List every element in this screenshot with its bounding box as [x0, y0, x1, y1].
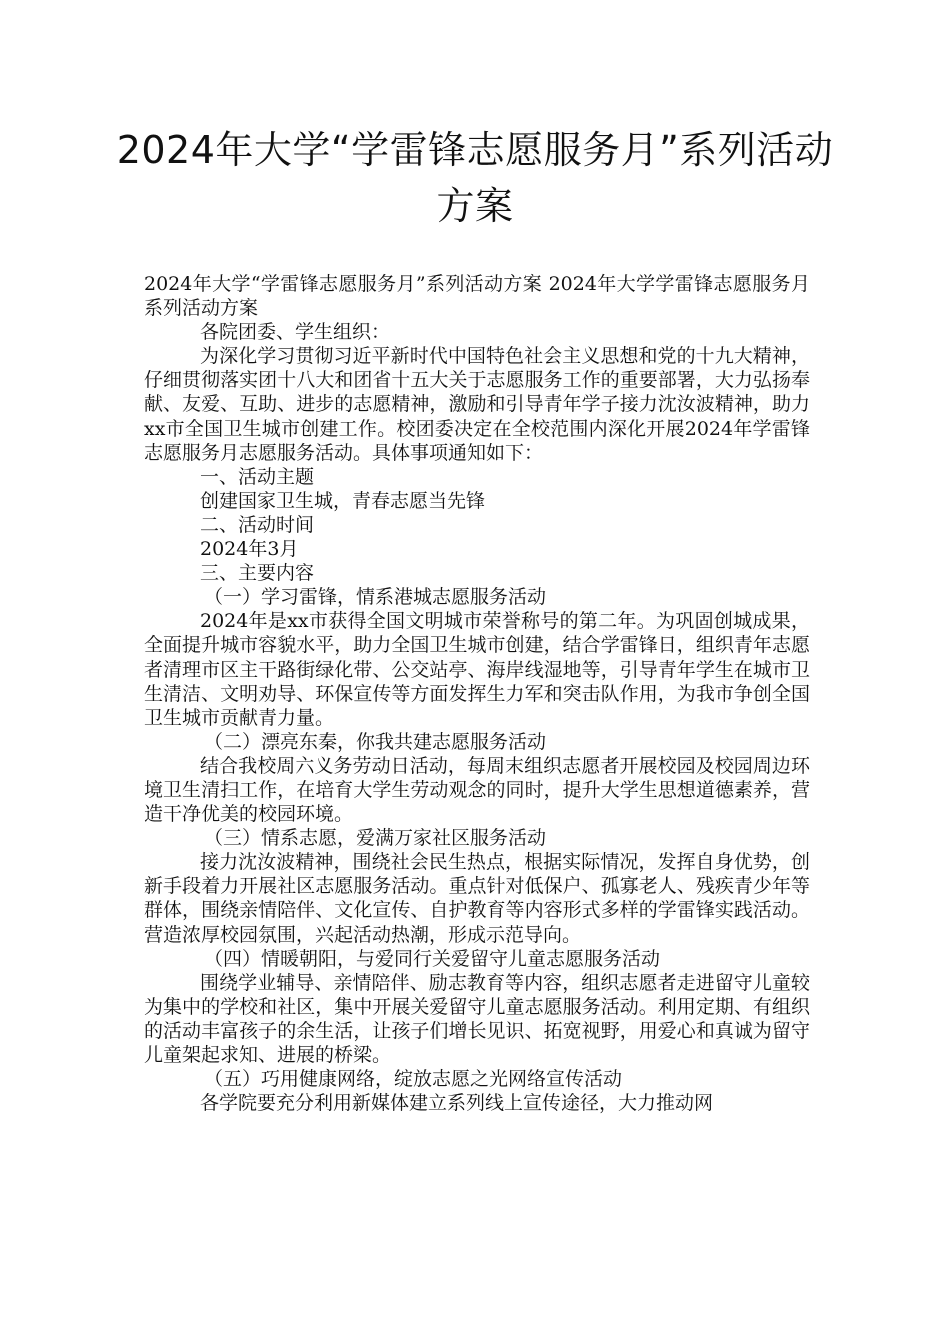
time-text: 2024年3月: [200, 538, 299, 561]
intro-paragraph: 2024年大学“学雷锋志愿服务月”系列活动方案 2024年大学学雷锋志愿服务月系列活动方案: [144, 273, 810, 320]
subsection-paragraph-1: 2024年是xx市获得全国文明城市荣誉称号的第二年。为巩固创城成果，全面提升城市容貌水平，助力全国卫生城市创建，结合学雷锋日，组织青年志愿者清理市区主干路街绿化带、公交站亭、海岸线湿地等，引导青年学生在城市卫生清洁、文明劝导、环保宣传等方面发挥生力军和突击队作用，为我市争创全国卫生城市贡献青力量。: [144, 610, 810, 729]
preface-paragraph: 为深化学习贯彻习近平新时代中国特色社会主义思想和党的十九大精神，仔细贯彻落实团十八大和团省十五大关于志愿服务工作的重要部署，大力弘扬奉献、友爱、互助、进步的志愿精神，激励和引导青年学子接力沈汝波精神，助力xx市全国卫生城市创建工作。校团委决定在全校范围内深化开展2024年学雷锋志愿服务月志愿服务活动。具体事项通知如下：: [144, 345, 810, 464]
subsection-heading-1: （一）学习雷锋，情系港城志愿服务活动: [204, 586, 547, 609]
subsection-heading-3: （三）情系志愿，爱满万家社区服务活动: [204, 827, 547, 850]
subsection-paragraph-3: 接力沈汝波精神，围绕社会民生热点，根据实际情况，发挥自身优势，创新手段着力开展社区志愿服务活动。重点针对低保户、孤寡老人、残疾青少年等群体，围绕亲情陪伴、文化宣传、自护教育等内容形式多样的学雷锋实践活动。营造浓厚校园氛围，兴起活动热潮，形成示范导向。: [144, 851, 810, 946]
document-body: [144, 272, 810, 1115]
subsection-paragraph-5: 各学院要充分利用新媒体建立系列线上宣传途径，大力推动网: [200, 1092, 714, 1115]
salutation: 各院团委、学生组织：: [200, 321, 391, 344]
section-heading-theme: 一、活动主题: [200, 465, 315, 488]
subsection-paragraph-4: 围绕学业辅导、亲情陪伴、励志教育等内容，组织志愿者走进留守儿童较为集中的学校和社区，集中开展关爱留守儿童志愿服务活动。利用定期、有组织的活动丰富孩子的余生活，让孩子们增长见识、拓宽视野，用爱心和真诚为留守儿童架起求知、进展的桥梁。: [144, 971, 810, 1066]
document-title: 2024年大学“学雷锋志愿服务月”系列活动方案: [116, 128, 834, 228]
section-heading-content: 三、主要内容: [200, 562, 315, 585]
subsection-paragraph-2: 结合我校周六义务劳动日活动，每周末组织志愿者开展校园及校园周边环境卫生清扫工作，在培育大学生劳动观念的同时，提升大学生思想道德素养，营造干净优美的校园环境。: [144, 754, 810, 826]
subsection-heading-5: （五）巧用健康网络，绽放志愿之光网络宣传活动: [204, 1068, 623, 1091]
subsection-heading-4: （四）情暖朝阳，与爱同行关爱留守儿童志愿服务活动: [204, 947, 661, 970]
theme-text: 创建国家卫生城，青春志愿当先锋: [200, 489, 486, 512]
subsection-heading-2: （二）漂亮东秦，你我共建志愿服务活动: [204, 730, 547, 753]
section-heading-time: 二、活动时间: [200, 513, 315, 536]
